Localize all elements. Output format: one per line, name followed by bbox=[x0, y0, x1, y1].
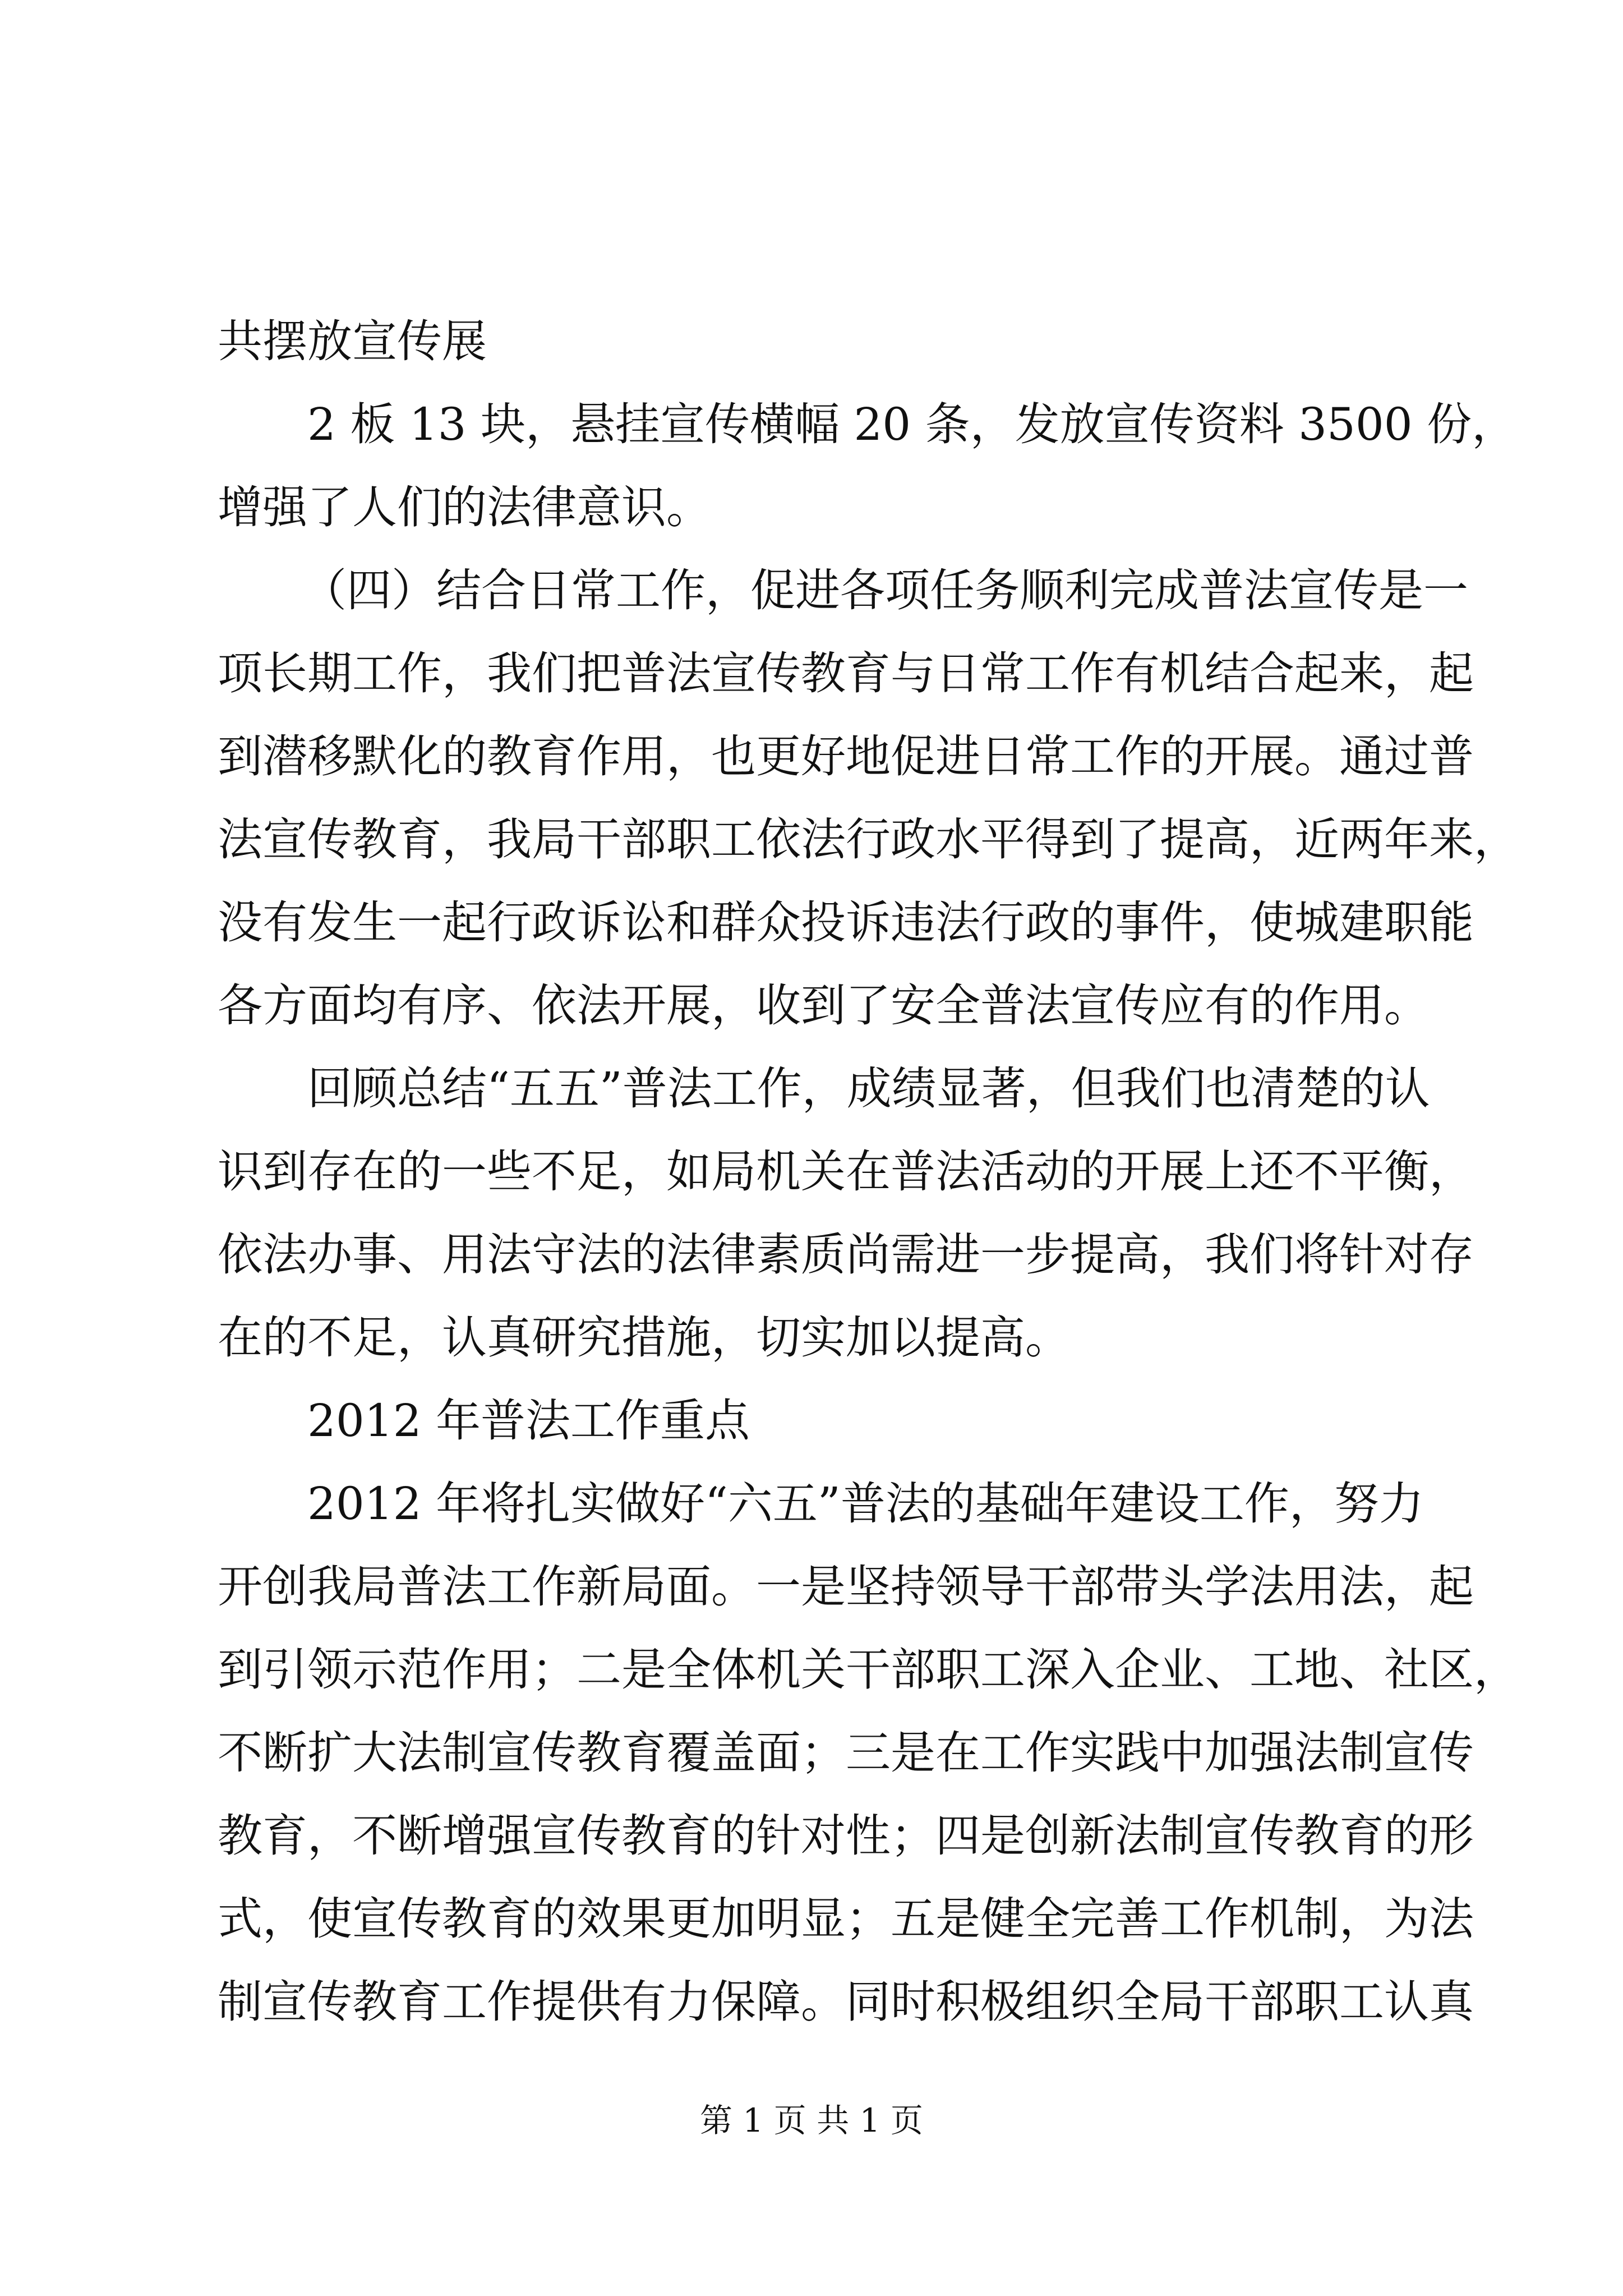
text-line: 开创我局普法工作新局面。一是坚持领导干部带头学法用法，起 bbox=[218, 1561, 1474, 1613]
text-line: 法宣传教育，我局干部职工依法行政水平得到了提高，近两年来， bbox=[218, 813, 1519, 866]
text-line: 2 板 13 块，悬挂宣传横幅 20 条，发放宣传资料 3500 份， bbox=[307, 398, 1517, 450]
text-line: 到引领示范作用；二是全体机关干部职工深入企业、工地、社区， bbox=[218, 1644, 1519, 1696]
text-line: 制宣传教育工作提供有力保障。同时积极组织全局干部职工认真 bbox=[218, 1976, 1474, 2028]
text-line: 识到存在的一些不足，如局机关在普法活动的开展上还不平衡， bbox=[218, 1145, 1474, 1198]
text-line: 增强了人们的法律意识。 bbox=[218, 481, 711, 533]
page-footer: 第 1 页 共 1 页 bbox=[700, 2101, 923, 2139]
text-line: 回顾总结“五五”普法工作，成绩显著，但我们也清楚的认 bbox=[307, 1062, 1430, 1115]
text-line: 在的不足，认真研究措施，切实加以提高。 bbox=[218, 1312, 1070, 1364]
text-line: 教育，不断增强宣传教育的针对性；四是创新法制宣传教育的形 bbox=[218, 1810, 1474, 1862]
text-line: 项长期工作，我们把普法宣传教育与日常工作有机结合起来，起 bbox=[218, 647, 1474, 700]
text-line: 共摆放宣传展 bbox=[218, 315, 487, 367]
document-body bbox=[218, 300, 1519, 2044]
text-line: 不断扩大法制宣传教育覆盖面；三是在工作实践中加强法制宣传 bbox=[218, 1727, 1474, 1779]
text-line: 式，使宣传教育的效果更加明显；五是健全完善工作机制，为法 bbox=[218, 1893, 1474, 1945]
text-line: 各方面均有序、依法开展，收到了安全普法宣传应有的作用。 bbox=[218, 979, 1429, 1032]
section-heading: 2012 年普法工作重点 bbox=[307, 1395, 750, 1447]
text-line: （四）结合日常工作，促进各项任务顺利完成普法宣传是一 bbox=[302, 564, 1468, 616]
text-line: 依法办事、用法守法的法律素质尚需进一步提高，我们将针对存 bbox=[218, 1228, 1474, 1281]
text-line: 没有发生一起行政诉讼和群众投诉违法行政的事件，使城建职能 bbox=[218, 896, 1474, 949]
text-line: 到潜移默化的教育作用，也更好地促进日常工作的开展。通过普 bbox=[218, 730, 1474, 783]
text-line: 2012 年将扎实做好“六五”普法的基础年建设工作，努力 bbox=[307, 1478, 1424, 1530]
